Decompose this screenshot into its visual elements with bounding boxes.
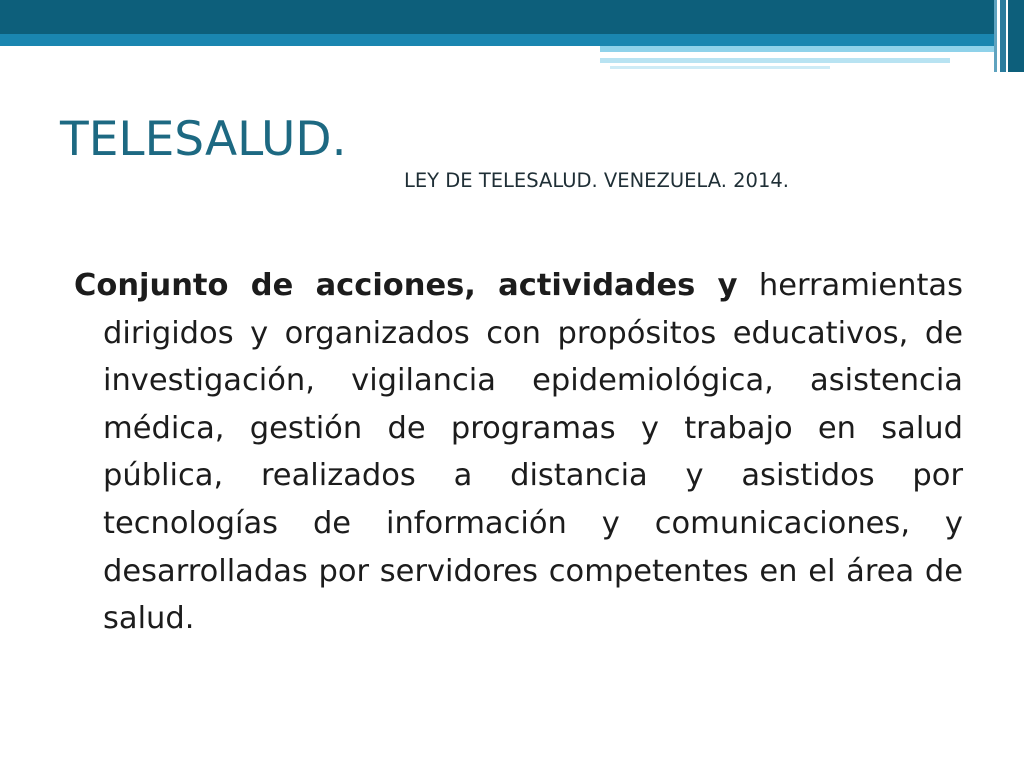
- header-stripe-lighter: [600, 58, 950, 63]
- header-band-dark: [0, 0, 1024, 34]
- header-band-mid: [0, 34, 1024, 46]
- slide-body-paragraph: [74, 262, 963, 643]
- header-corner-stripes: [994, 0, 1024, 72]
- body-lead-text: Conjunto de acciones, actividades y: [74, 268, 738, 303]
- slide-title: TELESALUD.: [60, 112, 347, 167]
- header-stripe-light: [600, 46, 1024, 52]
- slide-subtitle: LEY DE TELESALUD. VENEZUELA. 2014.: [404, 169, 789, 192]
- header-decoration: [0, 0, 1024, 80]
- header-stripe-lightest: [610, 66, 830, 69]
- body-rest-text: herramientas dirigidos y organizados con propósitos educativos, de investigación, vigilancia epidemiológica, asistencia médica, gestión de programas y trabajo en salud pública, realizados a distancia y asistidos por tecnologías de información y comunicaciones, y desarrolladas por servidores competentes en el área de salud.: [103, 268, 964, 637]
